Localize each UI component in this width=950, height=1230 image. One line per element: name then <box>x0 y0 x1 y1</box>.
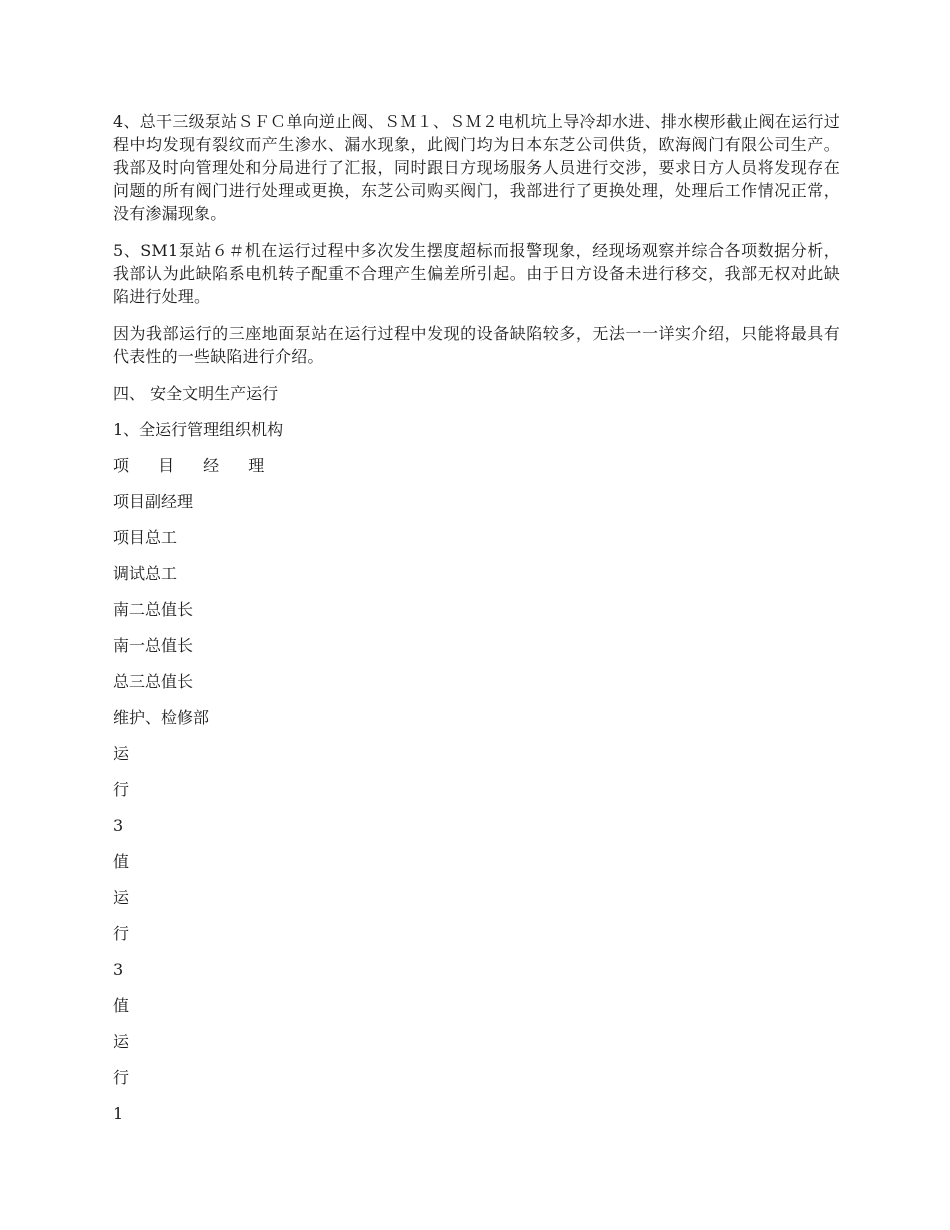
org-item-char: 行 <box>113 924 130 943</box>
section-heading: 四、 安全文明生产运行 <box>113 384 279 403</box>
org-item-char: 1 <box>113 1104 124 1123</box>
org-item-maintenance-dept: 维护、检修部 <box>113 708 210 727</box>
org-item-char: 3 <box>113 960 124 979</box>
org-item-project-manager: 项 目 经 理 <box>113 456 277 475</box>
org-structure-list <box>113 454 840 1125</box>
paragraph-valve-defects: 4、总干三级泵站ＳＦＣ单向逆止阀、ＳＭ１、ＳＭ２电机坑上导冷却水进、排水楔形截止阀在运行过程中均发现有裂纹而产生渗水、漏水现象，此阀门均为日本东芝公司供货，欧海阀门有限公司生产。我部及时向管理处和分局进行了汇报，同时跟日方现场服务人员进行交涉，要求日方人员将发现存在问题的所有阀门进行处理或更换，东芝公司购买阀门，我部进行了更换处理，处理后工作情况正常，没有渗漏现象。 <box>113 112 840 223</box>
paragraph-summary: 因为我部运行的三座地面泵站在运行过程中发现的设备缺陷较多，无法一一详实介绍，只能将最具有代表性的一些缺陷进行介绍。 <box>113 324 840 366</box>
org-item-char: 值 <box>113 852 130 871</box>
org-item-commissioning-chief: 调试总工 <box>113 564 178 583</box>
org-item-char: 运 <box>113 1032 130 1051</box>
org-item-chief-engineer: 项目总工 <box>113 528 178 547</box>
org-item-char: 值 <box>113 996 130 1015</box>
org-item-char: 行 <box>113 780 130 799</box>
org-item-char: 运 <box>113 888 130 907</box>
document-page <box>113 110 840 1138</box>
subsection-heading: 1、全运行管理组织机构 <box>113 420 284 439</box>
org-item-char: 运 <box>113 744 130 763</box>
org-item-char: 行 <box>113 1068 130 1087</box>
org-item-main3-chief-duty: 总三总值长 <box>113 672 194 691</box>
org-item-char: 3 <box>113 816 124 835</box>
paragraph-vibration-alarm: 5、SM1泵站６＃机在运行过程中多次发生摆度超标而报警现象，经现场观察并综合各项数据分析，我部认为此缺陷系电机转子配重不合理产生偏差所引起。由于日方设备未进行移交，我部无权对此缺陷进行处理。 <box>113 241 840 306</box>
org-item-south2-chief-duty: 南二总值长 <box>113 600 194 619</box>
org-item-deputy-manager: 项目副经理 <box>113 492 194 511</box>
org-item-south1-chief-duty: 南一总值长 <box>113 636 194 655</box>
